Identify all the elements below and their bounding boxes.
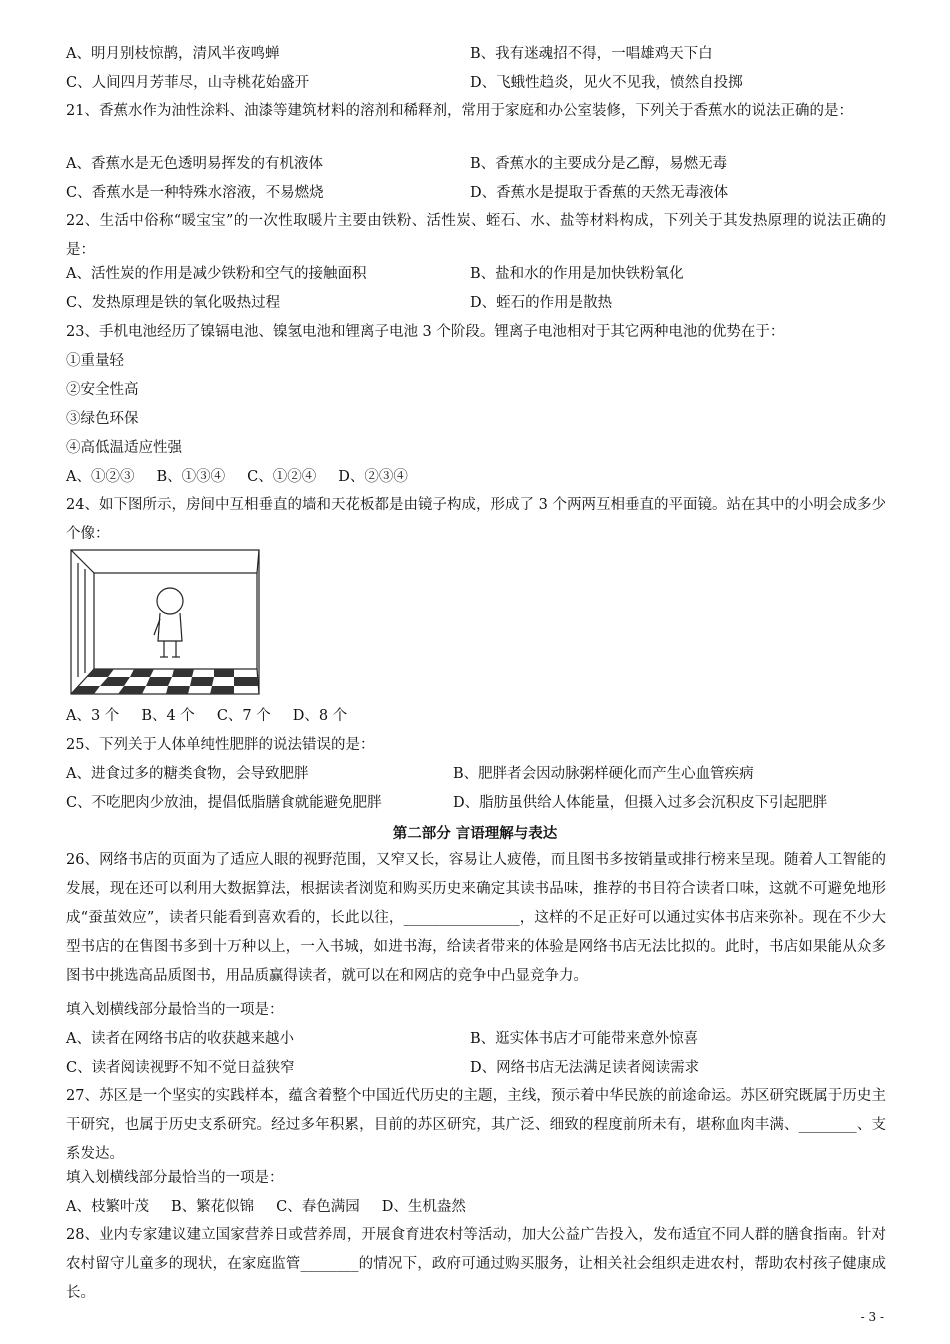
q21-option-a: A、香蕉水是无色透明易挥发的有机液体 [66,156,323,172]
q27-option-c: C、春色满园 [276,1199,360,1215]
q26-option-b: B、逛实体书店才可能带来意外惊喜 [470,1031,699,1047]
q22-stem: 22、生活中俗称“暖宝宝”的一次性取暖片主要由铁粉、活性炭、蛭石、水、盐等材料构成，下列关于其发热原理的说法正确的是： [66,213,886,258]
q20-option-d: D、飞蛾性趋炎，见火不见我，愤然自投掷 [470,75,743,91]
q22-option-a: A、活性炭的作用是减少铁粉和空气的接触面积 [66,266,367,282]
q27-options [66,1197,488,1217]
q24-option-c: C、7 个 [216,708,271,724]
q24-option-d: D、8 个 [292,708,348,724]
page-number: - 3 - [860,1310,884,1324]
q24-options [66,706,369,726]
q22-option-c: C、发热原理是铁的氧化吸热过程 [66,295,281,311]
q24-option-b: B、4 个 [141,708,195,724]
q25-option-a: A、进食过多的糖类食物，会导致肥胖 [66,766,309,782]
q23-item-3: ③绿色环保 [66,411,139,427]
q23-item-4: ④高低温适应性强 [66,440,182,456]
q23-option-b: B、①③④ [156,469,226,485]
q28-stem: 28、业内专家建议建立国家营养日或营养周，开展食育进农村等活动，加大公益广告投入，发布适宜不同人群的膳食指南。针对农村留守儿童多的现状，在家庭监管________的情况下，政府可通过购买服务，让相关社会组织走进农村，帮助农村孩子健康成长。 [66,1227,886,1301]
q24-option-a: A、3 个 [66,708,120,724]
q25-option-c: C、不吃肥肉少放油，提倡低脂膳食就能避免肥胖 [66,795,382,811]
q27-option-a: A、枝繁叶茂 [66,1199,149,1215]
q23-option-a: A、①②③ [66,469,135,485]
q23-item-2: ②安全性高 [66,382,139,398]
q26-prompt: 填入划横线部分最恰当的一项是： [66,1002,284,1018]
q20-option-a: A、明月别枝惊鹊，清风半夜鸣蝉 [66,46,280,62]
q21-option-d: D、香蕉水是提取于香蕉的天然无毒液体 [470,185,729,201]
q27-option-d: D、生机盎然 [381,1199,466,1215]
q25-stem: 25、下列关于人体单纯性肥胖的说法错误的是： [66,737,375,753]
q21-option-b: B、香蕉水的主要成分是乙醇，易燃无毒 [470,156,728,172]
q25-option-b: B、肥胖者会因动脉粥样硬化而产生心血管疾病 [453,766,754,782]
q20-option-c: C、人间四月芳菲尽，山寺桃花始盛开 [66,75,310,91]
q26-option-a: A、读者在网络书店的收获越来越小 [66,1031,294,1047]
q26-option-d: D、网络书店无法满足读者阅读需求 [470,1060,700,1076]
q27-stem: 27、苏区是一个坚实的实践样本，蕴含着整个中国近代历史的主题，主线，预示着中华民族的前途命运。苏区研究既属于历史主干研究，也属于历史支系研究。经过多年积累，目前的苏区研究，其广泛、细致的程度前所未有，堪称血肉丰满、________、支系发达。 [66,1088,886,1162]
q23-item-1: ①重量轻 [66,353,124,369]
q23-stem: 23、手机电池经历了镍镉电池、镍氢电池和锂离子电池 3 个阶段。锂离子电池相对于其它两种电池的优势在于： [66,324,785,340]
q22-option-b: B、盐和水的作用是加快铁粉氧化 [470,266,684,282]
mirror-room-figure [70,549,260,695]
q27-prompt: 填入划横线部分最恰当的一项是： [66,1170,284,1186]
q20-option-b: B、我有迷魂招不得，一唱雄鸡天下白 [470,46,713,62]
q21-stem: 21、香蕉水作为油性涂料、油漆等建筑材料的溶剂和稀释剂，常用于家庭和办公室装修，下列关于香蕉水的说法正确的是： [66,103,853,119]
q23-option-d: D、②③④ [338,469,408,485]
q23-option-c: C、①②④ [247,469,317,485]
section-2-title: 第二部分 言语理解与表达 [392,825,558,842]
q21-option-c: C、香蕉水是一种特殊水溶液，不易燃烧 [66,185,324,201]
q27-option-b: B、繁花似锦 [170,1199,255,1215]
q22-option-d: D、蛭石的作用是散热 [470,295,613,311]
q26-option-c: C、读者阅读视野不知不觉日益狭窄 [66,1060,295,1076]
q23-options [66,467,430,487]
q24-stem: 24、如下图所示，房间中互相垂直的墙和天花板都是由镜子构成，形成了 3 个两两互相垂直的平面镜。站在其中的小明会成多少个像： [66,497,886,542]
q26-stem: 26、网络书店的页面为了适应人眼的视野范围，又窄又长，容易让人疲倦，而且图书多按销量或排行榜来呈现。随着人工智能的发展，现在还可以利用大数据算法，根据读者浏览和购买历史来确定其读书品味，推荐的书目符合读者口味，这就不可避免地形成“蚕茧效应”，读者只能看到喜欢看的，长此以往，________________，这样的不足正好可以通过实体书店来弥补。现在不少大型书店的在售图书多到十万种以上，一入书城，如进书海，给读者带来的体验是网络书店无法比拟的。此时，书店如果能从众多图书中挑选高品质图书，用品质赢得读者，就可以在和网店的竞争中凸显竞争力。 [66,852,886,984]
q25-option-d: D、脂肪虽供给人体能量，但摄入过多会沉积皮下引起肥胖 [453,795,828,811]
